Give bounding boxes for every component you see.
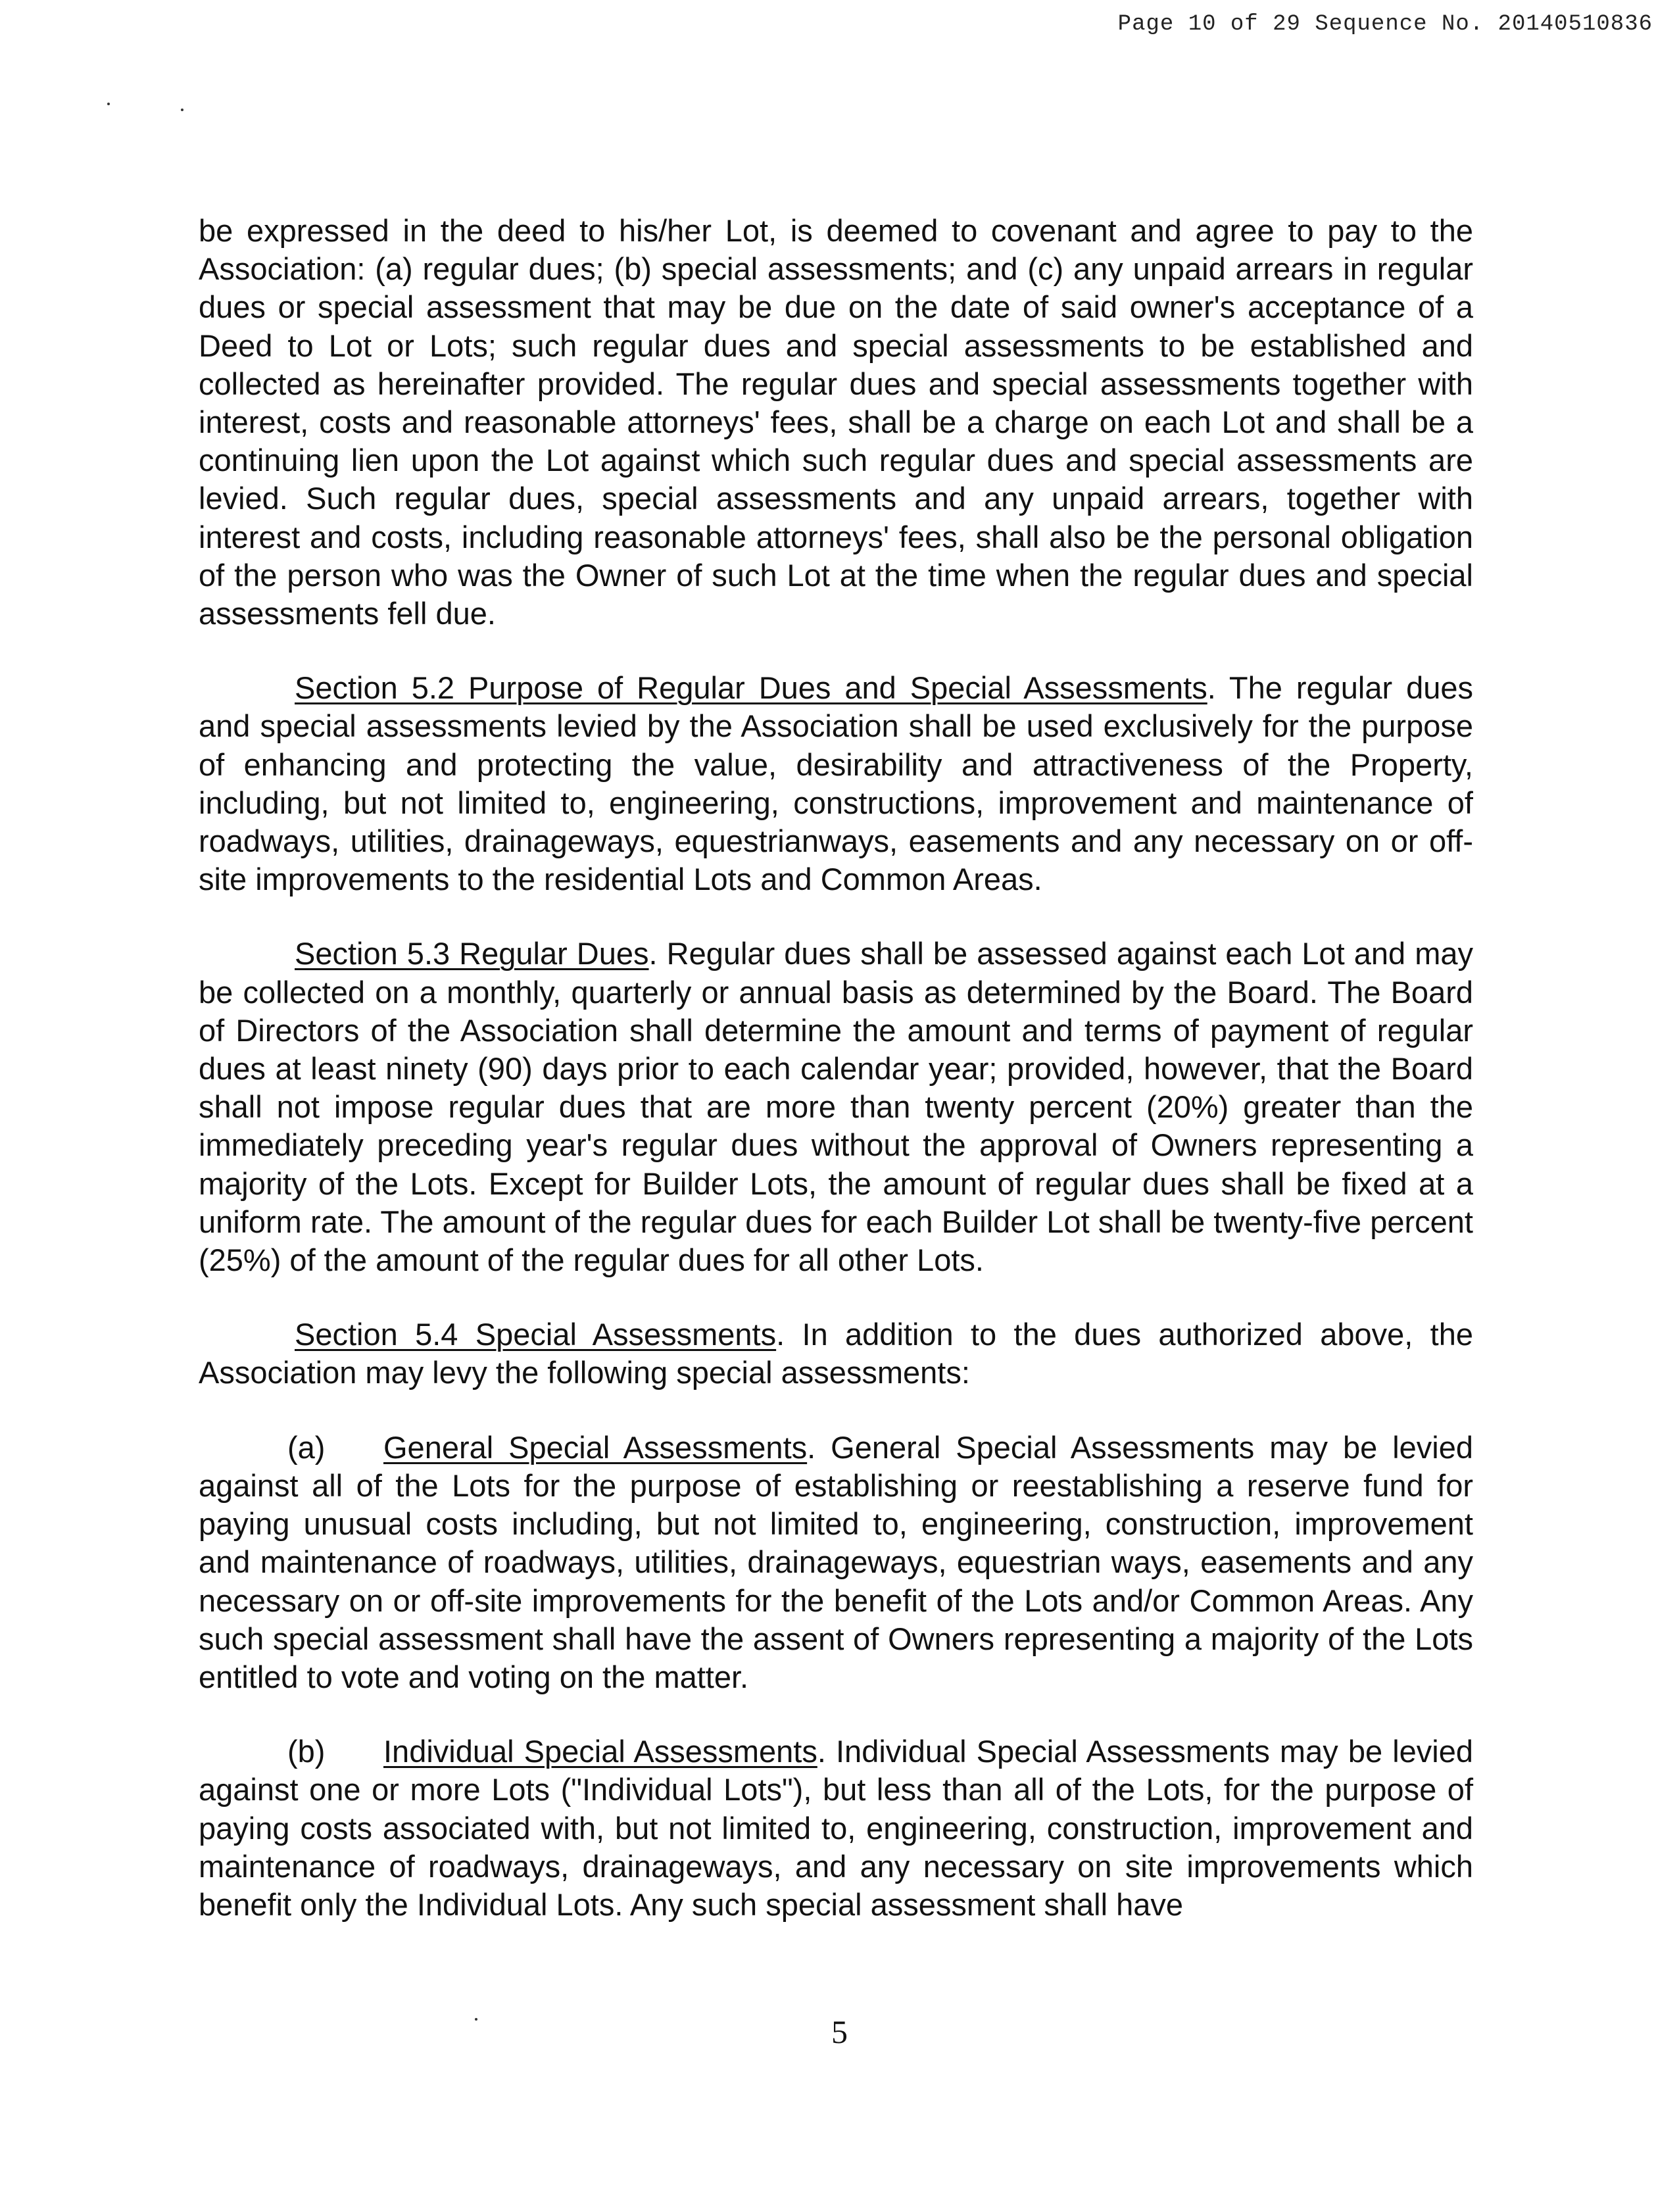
subsection-a-body: . General Special Assessments may be levied against all of the Lots for the purpose of establishing or reestablishing a reserve fund for paying unusual costs including, but not limited to, engineering, construction, improvement and maintenance of roadways, utilities, drainageways, equestrian ways, easements and any necessary on or off-site improvements for the benefit of the Lots and/or Common Areas. Any such special assessment shall have the assent of Owners representing a majority of the Lots entitled to vote and voting on the matter. (199, 1429, 1473, 1694)
subsection-b-heading: Individual Special Assessments (383, 1734, 817, 1769)
subsection-b-label: (b) (287, 1734, 326, 1769)
subsection-b-body: . Individual Special Assessments may be levied against one or more Lots ("Individual Lots"), but less than all of the Lots, for the purpose of paying costs associated with, but not limited to, engineering, construction, improvement and maintenance of roadways, drainageways, and any necessary on site improvements which benefit only the Individual Lots. Any such special assessment shall have (199, 1734, 1473, 1922)
subsection-a-heading: General Special Assessments (383, 1429, 808, 1465)
section-5-2-paragraph (199, 669, 1473, 898)
section-5-3-body: . Regular dues shall be assessed against each Lot and may be collected on a monthly, quarterly or annual basis as determined by the Board. The Board of Directors of the Association shall determine the amount and terms of payment of regular dues at least ninety (90) days prior to each calendar year; provided, however, that the Board shall not impose regular dues that are more than twenty percent (20%) greater than the immediately preceding year's regular dues without the approval of Owners representing a majority of the Lots. Except for Builder Lots, the amount of regular dues shall be fixed at a uniform rate. The amount of the regular dues for each Builder Lot shall be twenty-five percent (25%) of the amount of the regular dues for all other Lots. (199, 936, 1473, 1278)
subsection-a-label: (a) (287, 1429, 326, 1465)
scan-speck (181, 109, 183, 111)
section-5-3-heading: Section 5.3 Regular Dues (295, 936, 649, 971)
section-5-2-heading: Section 5.2 Purpose of Regular Dues and Special Assessments (295, 670, 1207, 706)
document-body (199, 212, 1473, 1960)
section-5-4-heading: Section 5.4 Special Assessments (295, 1317, 777, 1352)
paragraph-continuation: be expressed in the deed to his/her Lot, is deemed to covenant and agree to pay to the Association: (a) regular dues; (b) special assessments; and (c) any unpaid arrears in regular dues or special assessment that may be due on the date of said owner's acceptance of a Deed to Lot or Lots; such regular dues and special assessments to be established and collected as hereinafter provided. The regular dues and special assessments together with interest, costs and reasonable attorneys' fees, shall be a charge on each Lot and shall be a continuing lien upon the Lot against which such regular dues and special assessments are levied. Such regular dues, special assessments and any unpaid arrears, together with interest and costs, including reasonable attorneys' fees, shall also be the personal obligation of the person who was the Owner of such Lot at the time when the regular dues and special assessments fell due. (199, 213, 1473, 631)
subsection-a-paragraph (199, 1429, 1473, 1696)
section-5-2-body: . The regular dues and special assessments levied by the Association shall be used exclusively for the purpose of enhancing and protecting the value, desirability and attractiveness of the Property, including, but not limited to, engineering, constructions, improvement and maintenance of roadways, utilities, drainageways, equestrianways, easements and any necessary on or off-site improvements to the residential Lots and Common Areas. (199, 670, 1474, 897)
scan-speck (107, 103, 110, 105)
section-5-4-paragraph (199, 1315, 1473, 1392)
page-number: 5 (831, 2013, 848, 2050)
page-sequence-header: Page 10 of 29 Sequence No. 20140510836 (1117, 12, 1653, 37)
section-5-3-paragraph (199, 935, 1473, 1279)
section-5-4-body: . In addition to the dues authorized above, the Association may levy the following special assessments: (199, 1317, 1474, 1390)
subsection-b-paragraph (199, 1733, 1473, 1924)
